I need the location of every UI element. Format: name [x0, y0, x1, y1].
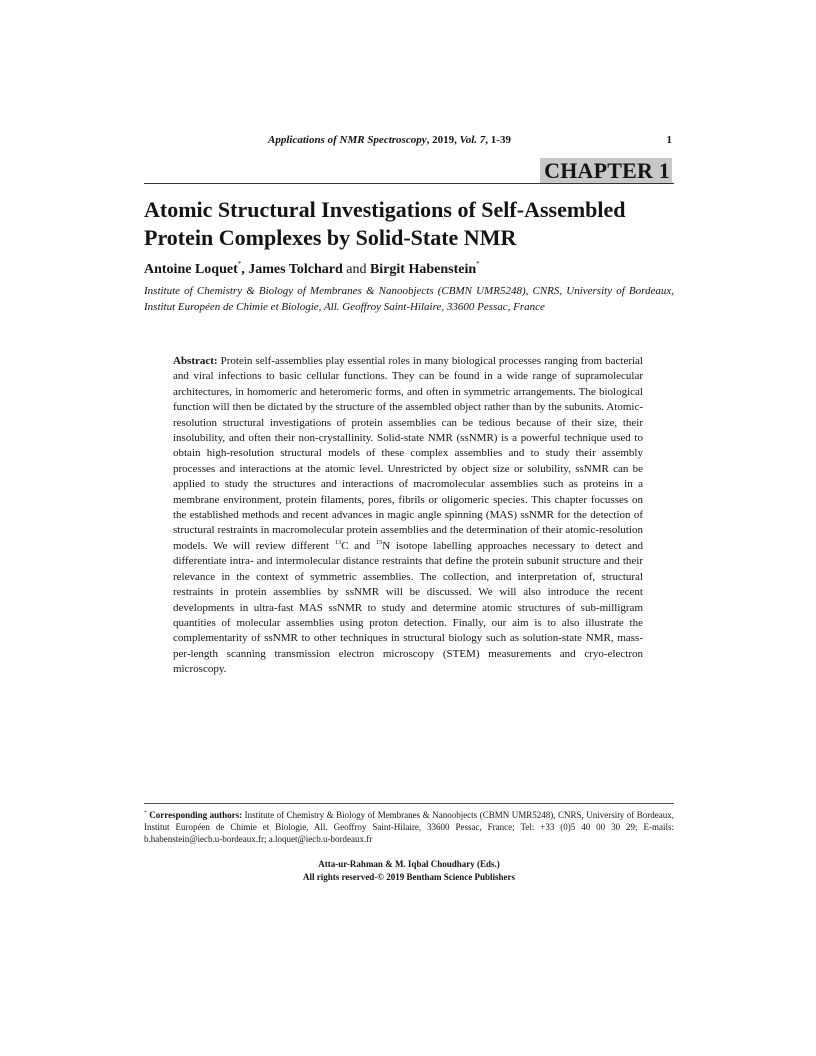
corresponding-mark: * [476, 260, 480, 268]
author-name: Birgit Habenstein [369, 262, 477, 277]
footnote-mark: * [144, 810, 147, 816]
abstract-text: C and [341, 539, 376, 552]
author-name: Antoine Loquet [144, 262, 238, 277]
page-number: 1 [666, 134, 672, 146]
journal-pages: , 1-39 [485, 134, 511, 146]
abstract-text: N isotope labelling approaches necessary to detect and differentiate intra- and intermolecular distance restraints that define the protein subunit structure and their relevance in the context of symmetric assemblies. The collection, and interpretation of, structural restraints in protein assemblies by ssNMR will be discussed. We will also introduce the recent developments in ultra-fast MAS ssNMR to study and determine atomic structures of sub-milligram quantities of molecular assemblies using proton detection. Finally, our aim is to also illustrate the complementarity of ssNMR to other techniques in structural biology such as solution-state NMR, mass-per-length scanning transmission electron microscopy (STEM) measurements and cryo-electron microscopy. [173, 539, 644, 676]
publisher-block [144, 858, 674, 883]
author-conjunction: and [342, 262, 370, 277]
rights-line: All rights reserved-© 2019 Bentham Science Publishers [302, 871, 516, 882]
journal-year: , 2019, [426, 134, 460, 146]
chapter-title: Atomic Structural Investigations of Self-Assembled Protein Complexes by Solid-State NMR [144, 197, 626, 250]
footnote-text: Institute of Chemistry & Biology of Membranes & Nanoobjects (CBMN UMR5248), CNRS, University of Bordeaux, Institut Européen de Chimie et Biologie, All. Geoffroy Saint-Hilaire, 33600 Pessac, France; Tel: +33 (0)5 40 00 30 29; E-mails: b.habenstein@iecb.u-bordeaux.fr; a.loquet@iecb.u-bordeaux.fr [144, 810, 674, 845]
footnote-label: Corresponding authors: [149, 810, 243, 820]
journal-name: Applications of NMR Spectroscopy [268, 134, 427, 146]
author-separator: , [241, 262, 249, 277]
abstract [173, 354, 643, 678]
author-line [144, 261, 674, 279]
isotope-superscript: 15 [375, 538, 383, 546]
chapter-label: CHAPTER 1 [540, 158, 672, 184]
journal-volume: Vol. 7 [459, 134, 486, 146]
abstract-label: Abstract: [173, 355, 218, 367]
header-divider [144, 183, 674, 184]
running-header [144, 134, 674, 150]
abstract-text: Protein self-assemblies play essential roles in many biological processes ranging from bacterial and viral infections to basic cellular functions. They can be found in a wide range of supramolecular architectures, in homomeric and heteromeric forms, and often in symmetric arrangements. The biological function will then be dictated by the structure of the assembled object rather than by the subunits. Atomic-resolution structural investigations of protein assemblies can be tedious because of their size, their insolubility, and often their non-crystallinity. Solid-state NMR (ssNMR) is a powerful technique used to obtain high-resolution structural models of these complex assemblies and to study their assembly processes and interactions at the atomic level. Unrestricted by object size or solubility, ssNMR can be applied to study the structures and interactions of macromolecular assemblies such as proteins in a membrane environment, protein filaments, pores, fibrils or oligomeric species. This chapter focusses on the established methods and recent advances in magic angle spinning (MAS) ssNMR for the detection of structural restraints in macromolecular protein assemblies and the determination of their atomic-resolution models. We will review different [173, 355, 643, 552]
journal-citation [268, 134, 511, 146]
footnote [144, 809, 674, 846]
corresponding-mark: * [237, 260, 242, 268]
editors-line: Atta-ur-Rahman & M. Iqbal Choudhary (Eds.) [318, 859, 500, 869]
footnote-divider [144, 803, 674, 804]
isotope-superscript: 13 [334, 538, 342, 546]
affiliation: Institute of Chemistry & Biology of Membranes & Nanoobjects (CBMN UMR5248), CNRS, University of Bordeaux, Institut Européen de Chimie et Biologie, All. Geoffroy Saint-Hilaire, 33600 Pessac, France [144, 285, 674, 313]
author-name: James Tolchard [248, 262, 343, 277]
